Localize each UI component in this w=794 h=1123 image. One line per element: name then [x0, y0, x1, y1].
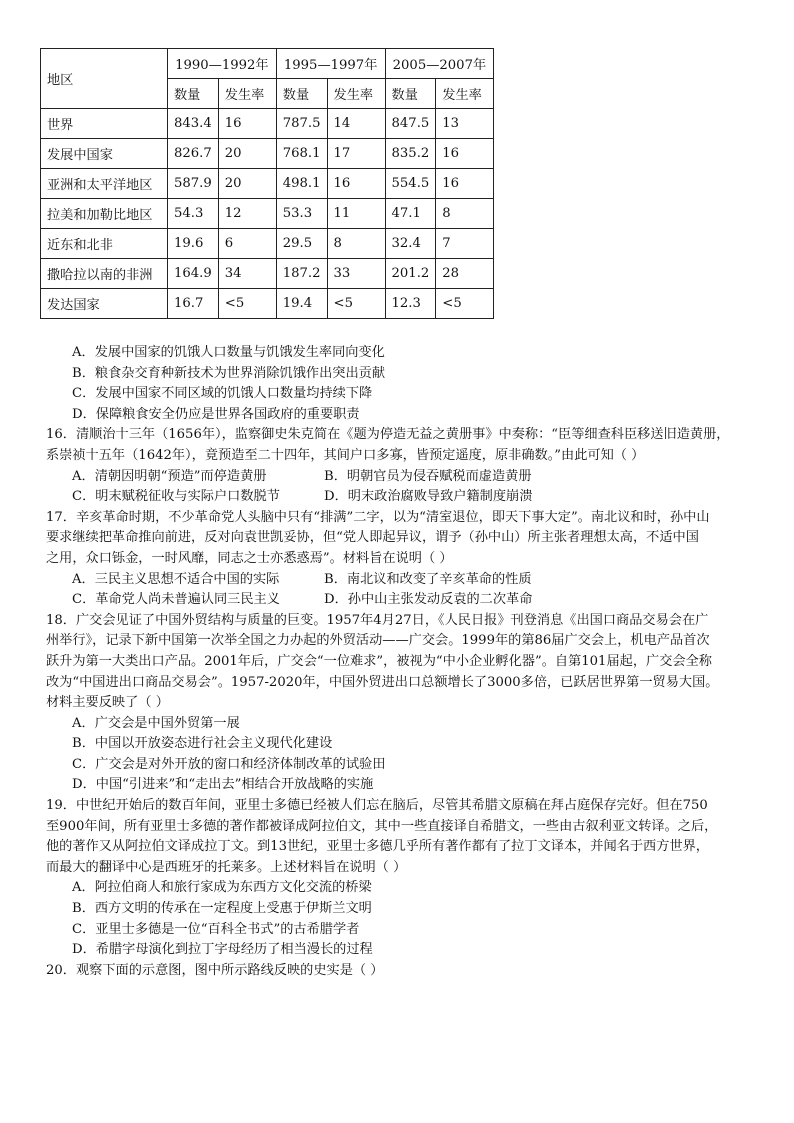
- value-cell: 843.4: [168, 109, 219, 139]
- value-cell: 16.7: [168, 289, 219, 319]
- option-b: B．粮食杂交育种新技术为世界消除饥饿作出突出贡献: [72, 365, 386, 381]
- value-cell: 19.6: [168, 229, 219, 259]
- option-c: C．广交会是对外开放的窗口和经济体制改革的试验田: [72, 756, 386, 772]
- value-cell: 187.2: [276, 259, 327, 289]
- option-row: [46, 487, 756, 508]
- option-row: [46, 467, 756, 488]
- value-cell: <5: [436, 289, 494, 319]
- value-cell: 787.5: [276, 109, 327, 139]
- question-16: [46, 425, 756, 507]
- question-stem-line: 而最大的翻译中心是西班牙的托莱多。上述材料旨在说明（ ）: [46, 859, 407, 875]
- option-a: A．广交会是中国外贸第一展: [72, 715, 240, 731]
- option-c: C．革命党人尚未普遍认同三民主义: [72, 592, 280, 608]
- value-cell: <5: [218, 289, 276, 319]
- sub-header: 发生率: [218, 79, 276, 109]
- option-a: A．清朝因明朝“预造”而停造黄册: [72, 468, 267, 484]
- value-cell: 847.5: [385, 109, 436, 139]
- table-row: [41, 199, 494, 229]
- option-a: A．阿拉伯商人和旅行家成为东西方文化交流的桥梁: [72, 880, 372, 896]
- region-cell: 亚洲和太平洋地区: [41, 169, 168, 199]
- question-stem-line: 改为“中国进出口商品交易会”。1957-2020年，中国外贸进出口总额增长了3000多倍，已跃居世界第一贸易大国。: [46, 674, 719, 690]
- question-stem-line: 他的著作又从阿拉伯文译成拉丁文。到13世纪，亚里士多德几乎所有著作都有了拉丁文译本，并闻名于西方世界，: [46, 839, 709, 855]
- option-c: C．亚里士多德是一位“百科全书式”的古希腊学者: [72, 921, 360, 937]
- table-header-row: [41, 49, 494, 79]
- value-cell: 6: [218, 229, 276, 259]
- value-cell: 16: [436, 169, 494, 199]
- question-stem-line: 20．观察下面的示意图，图中所示路线反映的史实是（ ）: [46, 962, 384, 978]
- region-header: 地区: [41, 49, 168, 109]
- sub-header: 数量: [385, 79, 436, 109]
- question-stem-line: 之用，众口铄金，一时风靡，同志之士亦悉惑焉”。材料旨在说明（ ）: [46, 550, 453, 566]
- value-cell: 768.1: [276, 139, 327, 169]
- value-cell: 16: [436, 139, 494, 169]
- question-stem-line: 跃升为第一大类出口产品。2001年后，广交会“一位难求”，被视为“中小企业孵化器”。自第101届起，广交会全称: [46, 653, 712, 669]
- option-row: [46, 590, 756, 611]
- value-cell: 11: [327, 199, 385, 229]
- value-cell: 16: [218, 109, 276, 139]
- value-cell: 587.9: [168, 169, 219, 199]
- option-a: A．三民主义思想不适合中国的实际: [72, 571, 280, 587]
- value-cell: 28: [436, 259, 494, 289]
- value-cell: 29.5: [276, 229, 327, 259]
- question-stem-line: 材料主要反映了（ ）: [46, 695, 169, 711]
- value-cell: 164.9: [168, 259, 219, 289]
- period-header: 1990—1992年: [168, 49, 277, 79]
- period-header: 1995—1997年: [276, 49, 385, 79]
- option-d: D．保障粮食安全仍应是世界各国政府的重要职责: [72, 406, 360, 422]
- value-cell: 14: [327, 109, 385, 139]
- sub-header: 数量: [276, 79, 327, 109]
- value-cell: 32.4: [385, 229, 436, 259]
- value-cell: 498.1: [276, 169, 327, 199]
- option-b: B．西方文明的传承在一定程度上受惠于伊斯兰文明: [72, 901, 372, 917]
- value-cell: 20: [218, 139, 276, 169]
- region-cell: 发达国家: [41, 289, 168, 319]
- table-row: [41, 259, 494, 289]
- option-b: B．明朝官员为侵吞赋税而虚造黄册: [324, 468, 532, 484]
- question-stem-line: 19．中世纪开始后的数百年间，亚里士多德已经被人们忘在脑后，尽管其希腊文原稿在拜占庭保存完好。但在750: [46, 798, 708, 814]
- option-a: A．发展中国家的饥饿人口数量与饥饿发生率同向变化: [72, 345, 385, 360]
- value-cell: 19.4: [276, 289, 327, 319]
- value-cell: 20: [218, 169, 276, 199]
- region-cell: 近东和北非: [41, 229, 168, 259]
- value-cell: 8: [327, 229, 385, 259]
- question-stem-line: 18．广交会见证了中国外贸结构与质量的巨变。1957年4月27日，《人民日报》刊登消息《出国口商品交易会在广: [46, 612, 709, 628]
- value-cell: 17: [327, 139, 385, 169]
- option-b: B．南北议和改变了辛亥革命的性质: [324, 571, 532, 587]
- table-row: [41, 139, 494, 169]
- region-cell: 撒哈拉以南的非洲: [41, 259, 168, 289]
- question-20: [46, 961, 756, 982]
- value-cell: 54.3: [168, 199, 219, 229]
- value-cell: 12.3: [385, 289, 436, 319]
- questions-body: [46, 343, 756, 981]
- table-row: [41, 289, 494, 319]
- option-c: C．明末赋税征收与实际户口数脱节: [72, 489, 280, 505]
- value-cell: 33: [327, 259, 385, 289]
- value-cell: 13: [436, 109, 494, 139]
- option-d: D．孙中山主张发动反袁的二次革命: [324, 592, 533, 608]
- hunger-data-table: [40, 48, 494, 319]
- question-stem-line: 要求继续把革命推向前进，反对向袁世凯妥协，但“党人即起异议，谓予（孙中山）所主张者理想太高，不适中国: [46, 530, 699, 546]
- question-15-options: [46, 343, 756, 425]
- table-row: [41, 229, 494, 259]
- value-cell: <5: [327, 289, 385, 319]
- value-cell: 16: [327, 169, 385, 199]
- option-d: D．明末政治腐败导致户籍制度崩溃: [324, 489, 533, 505]
- sub-header: 发生率: [436, 79, 494, 109]
- option-d: D．中国“引进来”和“走出去”相结合开放战略的实施: [72, 777, 374, 793]
- question-stem-line: 至900年间，所有亚里士多德的著作都被译成阿拉伯文，其中一些直接译自希腊文，一些由古叙利亚文转译。之后，: [46, 818, 718, 834]
- value-cell: 201.2: [385, 259, 436, 289]
- region-cell: 发展中国家: [41, 139, 168, 169]
- question-17: [46, 508, 756, 611]
- region-cell: 世界: [41, 109, 168, 139]
- sub-header: 发生率: [327, 79, 385, 109]
- option-row: [46, 570, 756, 591]
- option-c: C．发展中国家不同区域的饥饿人口数量均持续下降: [72, 386, 373, 402]
- value-cell: 554.5: [385, 169, 436, 199]
- table-row: [41, 109, 494, 139]
- value-cell: 8: [436, 199, 494, 229]
- sub-header: 数量: [168, 79, 219, 109]
- option-b: B．中国以开放姿态进行社会主义现代化建设: [72, 736, 333, 752]
- question-stem-line: 系崇祯十五年（1642年），竟预造至二十四年，其间户口多寡，皆预定遥度，原非确数。”由此可知（ ）: [46, 447, 645, 463]
- region-cell: 拉美和加勒比地区: [41, 199, 168, 229]
- value-cell: 12: [218, 199, 276, 229]
- value-cell: 835.2: [385, 139, 436, 169]
- option-d: D．希腊字母演化到拉丁字母经历了相当漫长的过程: [72, 942, 373, 958]
- value-cell: 34: [218, 259, 276, 289]
- question-stem-line: 16．清顺治十三年（1656年），监察御史朱克简在《题为停造无益之黄册事》中奏称：“臣等细查科臣移送旧造黄册，: [46, 427, 730, 443]
- question-18: [46, 611, 756, 796]
- question-stem-line: 州举行》，记录下新中国第一次举全国之力办起的外贸活动——广交会。1999年的第86届广交会上，机电产品首次: [46, 633, 710, 649]
- value-cell: 53.3: [276, 199, 327, 229]
- question-stem-line: 17．辛亥革命时期，不少革命党人头脑中只有“排满”二字，以为“清室退位，即天下事大定”。南北议和时，孙中山: [46, 509, 710, 525]
- table-row: [41, 169, 494, 199]
- value-cell: 47.1: [385, 199, 436, 229]
- value-cell: 826.7: [168, 139, 219, 169]
- period-header: 2005—2007年: [385, 49, 494, 79]
- value-cell: 7: [436, 229, 494, 259]
- question-19: [46, 796, 756, 961]
